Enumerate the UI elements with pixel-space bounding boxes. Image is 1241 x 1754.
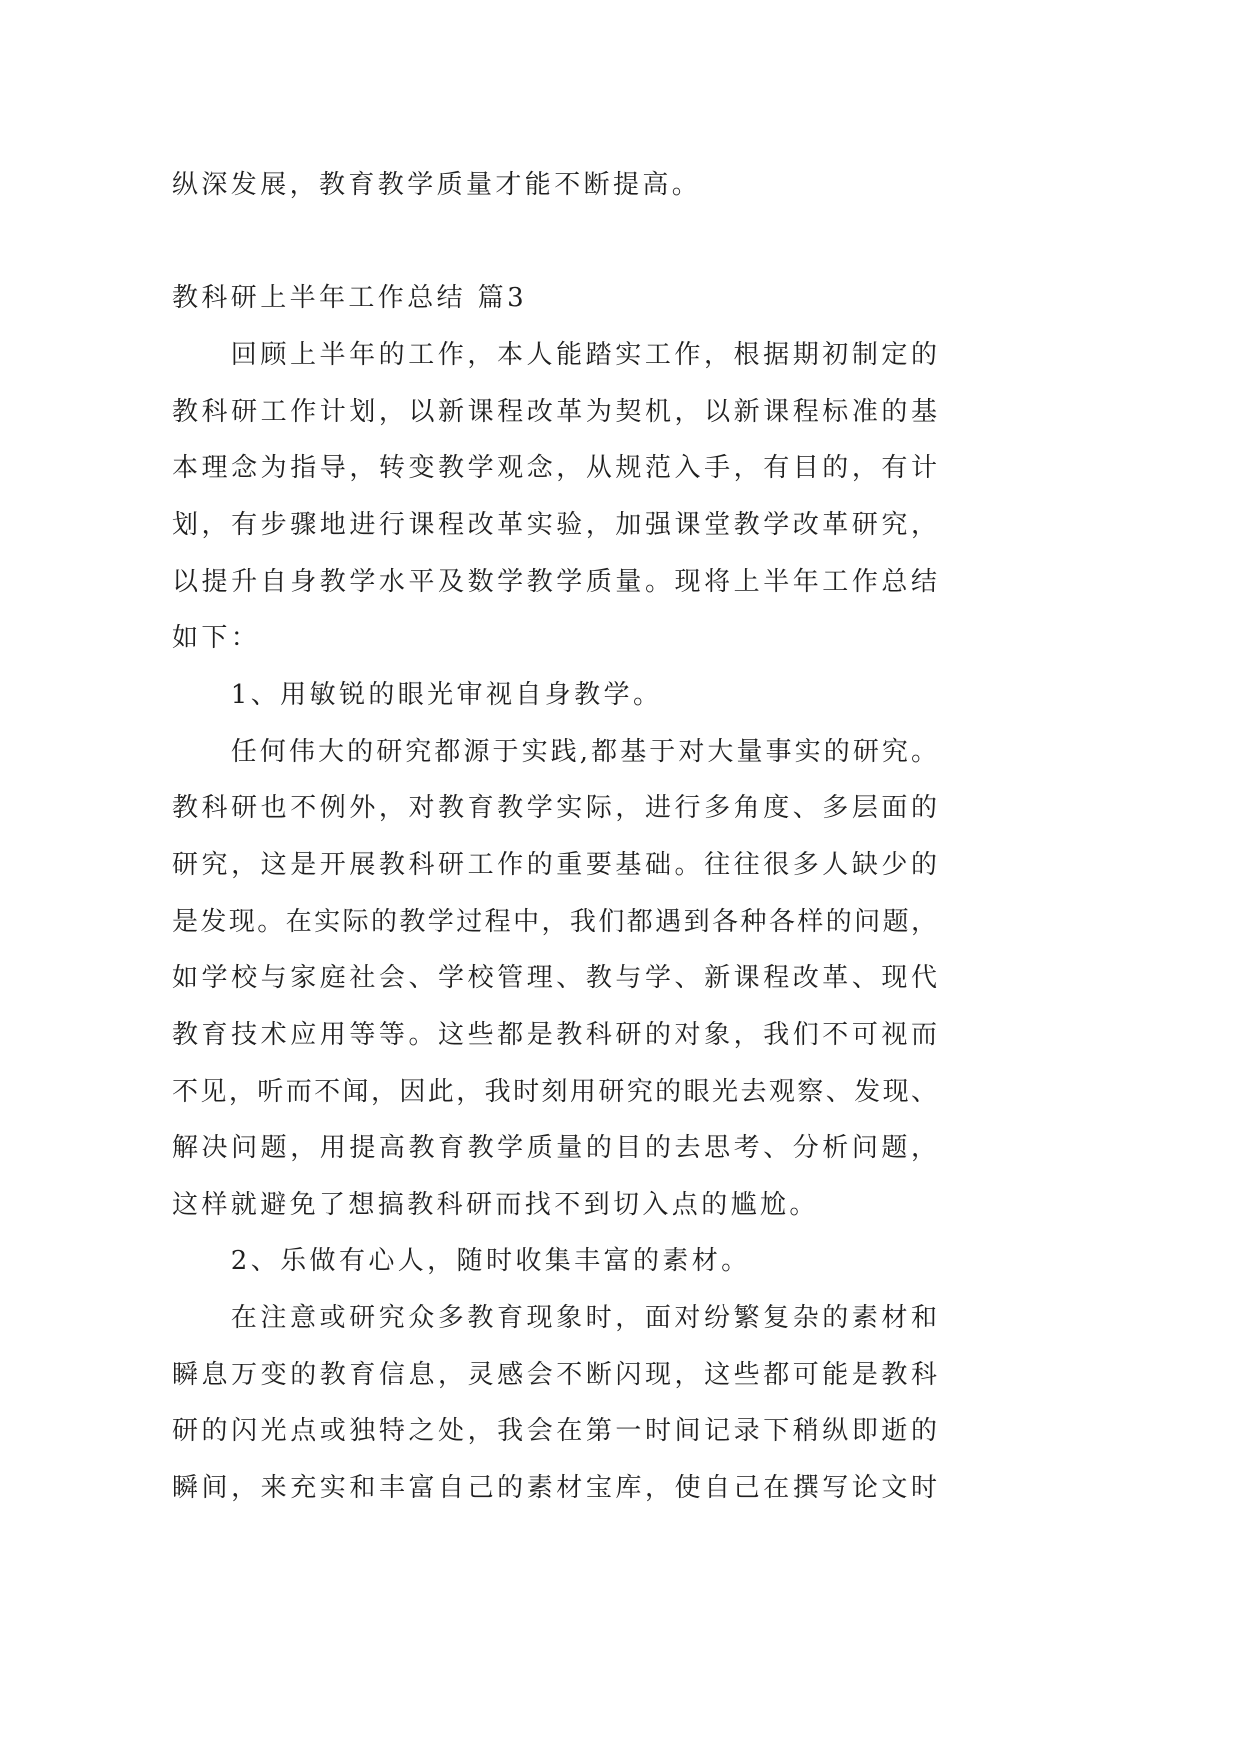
paragraph-line: 教育技术应用等等。这些都是教科研的对象，我们不可视而 [172,1019,937,1050]
paragraph-line: 如下： [172,623,261,654]
paragraph-line: 任何伟大的研究都源于实践,都基于对大量事实的研究。 [230,736,937,767]
paragraph-line: 教科研工作计划，以新课程改革为契机，以新课程标准的基 [172,396,937,427]
paragraph-line: 回顾上半年的工作，本人能踏实工作，根据期初制定的 [230,339,937,370]
paragraph-line: 以提升自身教学水平及数学教学质量。现将上半年工作总结 [172,566,937,597]
paragraph-line: 瞬息万变的教育信息，灵感会不断闪现，这些都可能是教科 [172,1359,937,1390]
point-1-title: 1、用敏锐的眼光审视自身教学。 [230,679,663,710]
paragraph-line: 研究，这是开展教科研工作的重要基础。往往很多人缺少的 [172,849,937,880]
blank-line [172,214,937,271]
point-2-section [172,1233,937,1516]
continuation-paragraph [172,157,937,214]
paragraph-line: 不见，听而不闻，因此，我时刻用研究的眼光去观察、发现、 [172,1076,937,1107]
paragraph-line: 瞬间，来充实和丰富自己的素材宝库，使自己在撰写论文时 [172,1473,937,1504]
paragraph-line: 在注意或研究众多教育现象时，面对纷繁复杂的素材和 [230,1303,937,1334]
intro-paragraph [172,327,937,667]
point-1-section [172,667,937,1234]
point-2-title: 2、乐做有心人，随时收集丰富的素材。 [230,1246,751,1277]
paragraph-line: 解决问题，用提高教育教学质量的目的去思考、分析问题， [172,1133,937,1164]
paragraph-line: 教科研也不例外，对教育教学实际，进行多角度、多层面的 [172,793,937,824]
paragraph-line: 是发现。在实际的教学过程中，我们都遇到各种各样的问题， [172,906,937,937]
paragraph-line: 划，有步骤地进行课程改革实验，加强课堂教学改革研究， [172,509,937,540]
paragraph-line: 本理念为指导，转变教学观念，从规范入手，有目的，有计 [172,453,937,484]
section-heading: 教科研上半年工作总结 篇3 [172,283,528,314]
paragraph-line: 纵深发展，教育教学质量才能不断提高。 [172,170,702,200]
paragraph-line: 这样就避免了想搞教科研而找不到切入点的尴尬。 [172,1189,819,1220]
paragraph-line: 如学校与家庭社会、学校管理、教与学、新课程改革、现代 [172,963,937,994]
paragraph-line: 研的闪光点或独特之处，我会在第一时间记录下稍纵即逝的 [172,1416,937,1447]
text-column [172,157,937,1517]
